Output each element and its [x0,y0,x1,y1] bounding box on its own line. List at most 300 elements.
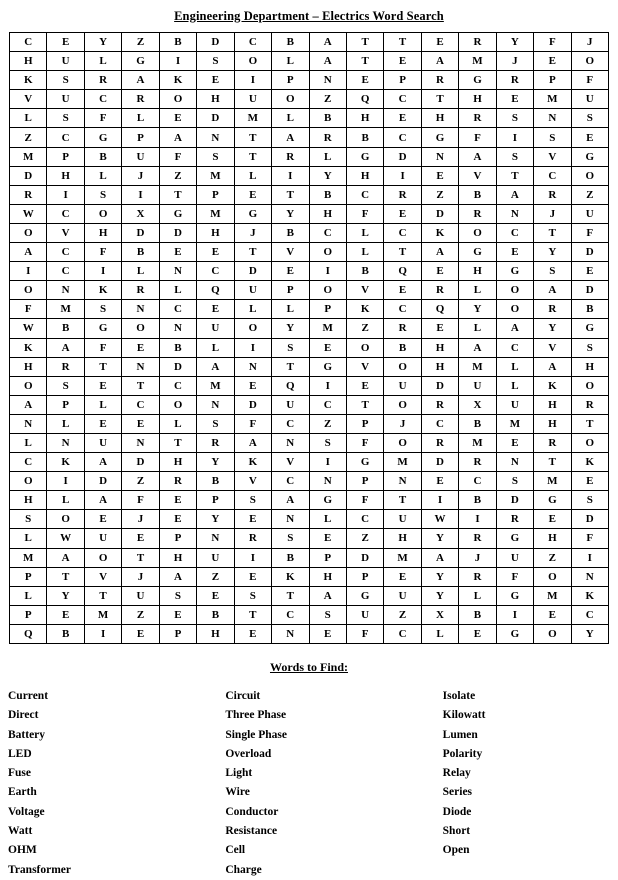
grid-cell[interactable]: R [421,433,458,452]
grid-cell[interactable]: M [47,300,84,319]
grid-cell[interactable]: M [10,147,47,166]
grid-cell[interactable]: T [346,33,383,52]
grid-cell[interactable]: P [122,128,159,147]
grid-cell[interactable]: U [496,548,533,567]
grid-cell[interactable]: D [10,166,47,185]
grid-cell[interactable]: Y [272,319,309,338]
grid-cell[interactable]: E [159,605,196,624]
grid-cell[interactable]: I [84,262,121,281]
grid-cell[interactable]: B [346,128,383,147]
grid-cell[interactable]: B [309,109,346,128]
grid-cell[interactable]: A [47,338,84,357]
grid-cell[interactable]: H [197,624,234,643]
grid-cell[interactable]: H [159,453,196,472]
grid-cell[interactable]: U [272,395,309,414]
grid-cell[interactable]: M [197,166,234,185]
grid-cell[interactable]: B [459,605,496,624]
grid-cell[interactable]: A [10,243,47,262]
grid-cell[interactable]: R [459,204,496,223]
grid-cell[interactable]: S [234,586,271,605]
grid-cell[interactable]: U [384,510,421,529]
grid-cell[interactable]: S [47,109,84,128]
grid-cell[interactable]: A [159,128,196,147]
grid-cell[interactable]: O [384,357,421,376]
grid-cell[interactable]: M [234,109,271,128]
grid-cell[interactable]: R [534,433,571,452]
grid-cell[interactable]: Z [346,319,383,338]
grid-cell[interactable]: X [421,605,458,624]
grid-cell[interactable]: C [534,166,571,185]
grid-cell[interactable]: C [272,472,309,491]
grid-cell[interactable]: H [459,90,496,109]
grid-cell[interactable]: F [571,529,608,548]
grid-cell[interactable]: V [234,472,271,491]
grid-cell[interactable]: T [159,433,196,452]
grid-cell[interactable]: L [346,223,383,242]
grid-cell[interactable]: B [84,147,121,166]
grid-cell[interactable]: P [47,147,84,166]
grid-cell[interactable]: O [159,395,196,414]
grid-cell[interactable]: O [10,376,47,395]
grid-cell[interactable]: U [234,281,271,300]
grid-cell[interactable]: D [571,243,608,262]
grid-cell[interactable]: S [197,52,234,71]
grid-cell[interactable]: D [84,472,121,491]
grid-cell[interactable]: L [122,262,159,281]
grid-cell[interactable]: I [309,453,346,472]
grid-cell[interactable]: P [346,567,383,586]
grid-cell[interactable]: I [234,338,271,357]
grid-cell[interactable]: J [122,166,159,185]
grid-cell[interactable]: O [459,223,496,242]
grid-cell[interactable]: F [122,491,159,510]
grid-cell[interactable]: F [534,33,571,52]
grid-cell[interactable]: Y [534,243,571,262]
grid-cell[interactable]: H [197,90,234,109]
grid-cell[interactable]: H [47,166,84,185]
grid-cell[interactable]: H [309,204,346,223]
grid-cell[interactable]: J [496,52,533,71]
grid-cell[interactable]: E [459,624,496,643]
grid-cell[interactable]: L [10,586,47,605]
grid-cell[interactable]: G [309,357,346,376]
grid-cell[interactable]: A [309,586,346,605]
grid-cell[interactable]: A [459,147,496,166]
grid-cell[interactable]: C [197,262,234,281]
grid-cell[interactable]: D [234,395,271,414]
grid-cell[interactable]: C [47,262,84,281]
grid-cell[interactable]: M [10,548,47,567]
grid-cell[interactable]: Y [47,586,84,605]
grid-cell[interactable]: R [159,472,196,491]
grid-cell[interactable]: C [384,128,421,147]
grid-cell[interactable]: P [197,491,234,510]
grid-cell[interactable]: R [496,510,533,529]
grid-cell[interactable]: U [346,605,383,624]
grid-cell[interactable]: L [459,319,496,338]
grid-cell[interactable]: R [496,71,533,90]
grid-cell[interactable]: L [272,52,309,71]
grid-cell[interactable]: G [122,52,159,71]
grid-cell[interactable]: A [459,338,496,357]
grid-cell[interactable]: E [571,128,608,147]
grid-cell[interactable]: E [384,52,421,71]
grid-cell[interactable]: E [496,243,533,262]
grid-cell[interactable]: D [421,376,458,395]
grid-cell[interactable]: E [234,567,271,586]
grid-cell[interactable]: Y [459,300,496,319]
grid-cell[interactable]: U [571,204,608,223]
grid-cell[interactable]: H [534,414,571,433]
grid-cell[interactable]: F [84,243,121,262]
grid-cell[interactable]: A [122,71,159,90]
grid-cell[interactable]: P [272,71,309,90]
grid-cell[interactable]: F [346,624,383,643]
grid-cell[interactable]: J [571,33,608,52]
grid-cell[interactable]: C [159,376,196,395]
grid-cell[interactable]: C [384,624,421,643]
grid-cell[interactable]: O [122,319,159,338]
grid-cell[interactable]: V [346,281,383,300]
grid-cell[interactable]: E [384,567,421,586]
grid-cell[interactable]: N [421,147,458,166]
grid-cell[interactable]: V [534,147,571,166]
grid-cell[interactable]: A [421,548,458,567]
grid-cell[interactable]: D [234,262,271,281]
grid-cell[interactable]: E [122,414,159,433]
grid-cell[interactable]: O [159,90,196,109]
grid-cell[interactable]: O [571,52,608,71]
grid-cell[interactable]: M [534,472,571,491]
grid-cell[interactable]: N [571,567,608,586]
grid-cell[interactable]: E [197,300,234,319]
grid-cell[interactable]: I [234,71,271,90]
grid-cell[interactable]: N [496,204,533,223]
grid-cell[interactable]: B [571,300,608,319]
grid-cell[interactable]: N [272,624,309,643]
grid-cell[interactable]: L [159,281,196,300]
grid-cell[interactable]: E [272,262,309,281]
grid-cell[interactable]: F [459,128,496,147]
grid-cell[interactable]: T [346,395,383,414]
grid-cell[interactable]: P [346,472,383,491]
grid-cell[interactable]: J [234,223,271,242]
grid-cell[interactable]: V [47,223,84,242]
grid-cell[interactable]: V [10,90,47,109]
grid-cell[interactable]: C [384,223,421,242]
grid-cell[interactable]: Z [309,90,346,109]
grid-cell[interactable]: J [534,204,571,223]
grid-cell[interactable]: R [122,281,159,300]
grid-cell[interactable]: G [571,319,608,338]
grid-cell[interactable]: A [421,52,458,71]
grid-cell[interactable]: K [346,300,383,319]
grid-cell[interactable]: W [421,510,458,529]
grid-cell[interactable]: S [47,376,84,395]
grid-cell[interactable]: L [10,433,47,452]
grid-cell[interactable]: T [384,243,421,262]
grid-cell[interactable]: K [534,376,571,395]
grid-cell[interactable]: N [309,71,346,90]
grid-cell[interactable]: I [47,185,84,204]
grid-cell[interactable]: F [346,204,383,223]
grid-cell[interactable]: B [459,185,496,204]
grid-cell[interactable]: B [309,185,346,204]
grid-cell[interactable]: E [84,510,121,529]
grid-cell[interactable]: O [384,433,421,452]
grid-cell[interactable]: P [272,281,309,300]
grid-cell[interactable]: G [534,491,571,510]
grid-cell[interactable]: H [421,109,458,128]
grid-cell[interactable]: B [47,624,84,643]
grid-cell[interactable]: M [309,319,346,338]
grid-cell[interactable]: E [197,71,234,90]
grid-cell[interactable]: H [309,567,346,586]
grid-cell[interactable]: I [47,472,84,491]
grid-cell[interactable]: E [122,338,159,357]
grid-cell[interactable]: N [122,300,159,319]
grid-cell[interactable]: N [122,357,159,376]
grid-cell[interactable]: L [346,243,383,262]
grid-cell[interactable]: E [384,204,421,223]
grid-cell[interactable]: D [421,204,458,223]
grid-cell[interactable]: E [197,586,234,605]
grid-cell[interactable]: K [272,567,309,586]
grid-cell[interactable]: S [84,300,121,319]
grid-cell[interactable]: E [84,414,121,433]
grid-cell[interactable]: C [496,338,533,357]
grid-cell[interactable]: Z [384,605,421,624]
grid-cell[interactable]: I [459,510,496,529]
grid-cell[interactable]: N [534,109,571,128]
grid-cell[interactable]: P [309,548,346,567]
grid-cell[interactable]: Z [10,128,47,147]
grid-cell[interactable]: V [272,243,309,262]
grid-cell[interactable]: D [159,357,196,376]
grid-cell[interactable]: K [47,453,84,472]
grid-cell[interactable]: O [384,395,421,414]
grid-cell[interactable]: Y [421,529,458,548]
grid-cell[interactable]: P [309,300,346,319]
grid-cell[interactable]: L [459,586,496,605]
grid-cell[interactable]: T [421,90,458,109]
grid-cell[interactable]: W [10,319,47,338]
grid-cell[interactable]: R [459,453,496,472]
grid-cell[interactable]: T [122,376,159,395]
grid-cell[interactable]: M [384,453,421,472]
grid-cell[interactable]: S [309,433,346,452]
grid-cell[interactable]: B [159,33,196,52]
grid-cell[interactable]: H [534,529,571,548]
grid-cell[interactable]: M [197,376,234,395]
grid-cell[interactable]: N [47,433,84,452]
grid-cell[interactable]: B [197,605,234,624]
grid-cell[interactable]: C [47,243,84,262]
grid-cell[interactable]: K [84,281,121,300]
grid-cell[interactable]: N [197,128,234,147]
grid-cell[interactable]: O [496,281,533,300]
grid-cell[interactable]: L [234,166,271,185]
grid-cell[interactable]: C [571,605,608,624]
grid-cell[interactable]: E [159,243,196,262]
grid-cell[interactable]: R [459,529,496,548]
grid-cell[interactable]: Z [122,472,159,491]
grid-cell[interactable]: M [459,52,496,71]
grid-cell[interactable]: T [234,147,271,166]
grid-cell[interactable]: R [421,281,458,300]
grid-cell[interactable]: E [496,433,533,452]
grid-cell[interactable]: Y [421,586,458,605]
grid-cell[interactable]: T [384,491,421,510]
grid-cell[interactable]: T [571,414,608,433]
grid-cell[interactable]: F [346,433,383,452]
grid-cell[interactable]: O [571,166,608,185]
grid-cell[interactable]: J [384,414,421,433]
grid-cell[interactable]: G [84,128,121,147]
grid-cell[interactable]: H [384,529,421,548]
grid-cell[interactable]: Z [197,567,234,586]
grid-cell[interactable]: K [571,453,608,472]
grid-cell[interactable]: C [234,33,271,52]
grid-cell[interactable]: R [459,33,496,52]
grid-cell[interactable]: C [496,223,533,242]
grid-cell[interactable]: A [309,52,346,71]
grid-cell[interactable]: Z [309,414,346,433]
grid-cell[interactable]: B [197,472,234,491]
grid-cell[interactable]: L [272,300,309,319]
grid-cell[interactable]: N [496,453,533,472]
grid-cell[interactable]: L [421,624,458,643]
grid-cell[interactable]: T [534,453,571,472]
grid-cell[interactable]: J [459,548,496,567]
grid-cell[interactable]: B [272,223,309,242]
grid-cell[interactable]: L [159,414,196,433]
grid-cell[interactable]: M [534,90,571,109]
grid-cell[interactable]: P [159,529,196,548]
grid-cell[interactable]: B [384,338,421,357]
grid-cell[interactable]: B [459,491,496,510]
grid-cell[interactable]: C [10,453,47,472]
grid-cell[interactable]: R [84,71,121,90]
grid-cell[interactable]: L [10,109,47,128]
grid-cell[interactable]: O [234,319,271,338]
grid-cell[interactable]: N [309,472,346,491]
grid-cell[interactable]: E [571,472,608,491]
grid-cell[interactable]: L [309,510,346,529]
grid-cell[interactable]: E [47,605,84,624]
grid-cell[interactable]: F [84,338,121,357]
grid-cell[interactable]: N [159,262,196,281]
grid-cell[interactable]: U [122,147,159,166]
grid-cell[interactable]: Q [272,376,309,395]
grid-cell[interactable]: O [84,204,121,223]
grid-cell[interactable]: E [421,33,458,52]
grid-cell[interactable]: A [10,395,47,414]
grid-cell[interactable]: A [84,491,121,510]
grid-cell[interactable]: C [346,510,383,529]
grid-cell[interactable]: H [571,357,608,376]
grid-cell[interactable]: E [234,624,271,643]
grid-cell[interactable]: P [159,624,196,643]
grid-cell[interactable]: C [47,128,84,147]
grid-cell[interactable]: G [346,453,383,472]
grid-cell[interactable]: R [421,71,458,90]
grid-cell[interactable]: J [122,510,159,529]
grid-cell[interactable]: F [234,414,271,433]
grid-cell[interactable]: P [197,185,234,204]
grid-cell[interactable]: G [346,586,383,605]
grid-cell[interactable]: M [459,357,496,376]
grid-cell[interactable]: G [234,204,271,223]
grid-cell[interactable]: D [346,548,383,567]
grid-cell[interactable]: E [421,262,458,281]
grid-cell[interactable]: S [197,147,234,166]
grid-cell[interactable]: O [571,376,608,395]
grid-cell[interactable]: X [459,395,496,414]
grid-cell[interactable]: P [534,71,571,90]
grid-cell[interactable]: O [534,624,571,643]
grid-cell[interactable]: E [234,185,271,204]
grid-cell[interactable]: Z [346,529,383,548]
grid-cell[interactable]: L [459,281,496,300]
grid-cell[interactable]: C [272,605,309,624]
grid-cell[interactable]: C [309,223,346,242]
grid-cell[interactable]: G [571,147,608,166]
grid-cell[interactable]: I [421,491,458,510]
grid-cell[interactable]: H [10,357,47,376]
grid-cell[interactable]: M [496,414,533,433]
grid-cell[interactable]: T [84,357,121,376]
grid-cell[interactable]: R [197,433,234,452]
grid-cell[interactable]: K [571,586,608,605]
grid-cell[interactable]: R [534,300,571,319]
grid-cell[interactable]: C [384,90,421,109]
grid-cell[interactable]: N [197,395,234,414]
grid-cell[interactable]: U [384,376,421,395]
grid-cell[interactable]: B [459,414,496,433]
grid-cell[interactable]: H [421,338,458,357]
grid-cell[interactable]: N [234,357,271,376]
grid-cell[interactable]: S [571,338,608,357]
grid-cell[interactable]: E [234,376,271,395]
grid-cell[interactable]: S [272,529,309,548]
grid-cell[interactable]: S [10,510,47,529]
grid-cell[interactable]: Z [122,33,159,52]
grid-cell[interactable]: X [122,204,159,223]
grid-cell[interactable]: E [197,243,234,262]
grid-cell[interactable]: L [84,166,121,185]
grid-cell[interactable]: I [309,262,346,281]
grid-cell[interactable]: G [459,71,496,90]
grid-cell[interactable]: M [459,433,496,452]
grid-cell[interactable]: T [234,605,271,624]
grid-cell[interactable]: A [272,491,309,510]
grid-cell[interactable]: A [421,243,458,262]
grid-cell[interactable]: I [496,605,533,624]
grid-cell[interactable]: H [10,52,47,71]
grid-cell[interactable]: C [122,395,159,414]
grid-cell[interactable]: C [421,414,458,433]
grid-cell[interactable]: I [234,548,271,567]
grid-cell[interactable]: U [84,529,121,548]
grid-cell[interactable]: C [346,185,383,204]
grid-cell[interactable]: Y [571,624,608,643]
grid-cell[interactable]: T [47,567,84,586]
grid-cell[interactable]: S [534,128,571,147]
grid-cell[interactable]: T [84,586,121,605]
grid-cell[interactable]: N [122,433,159,452]
grid-cell[interactable]: A [496,185,533,204]
